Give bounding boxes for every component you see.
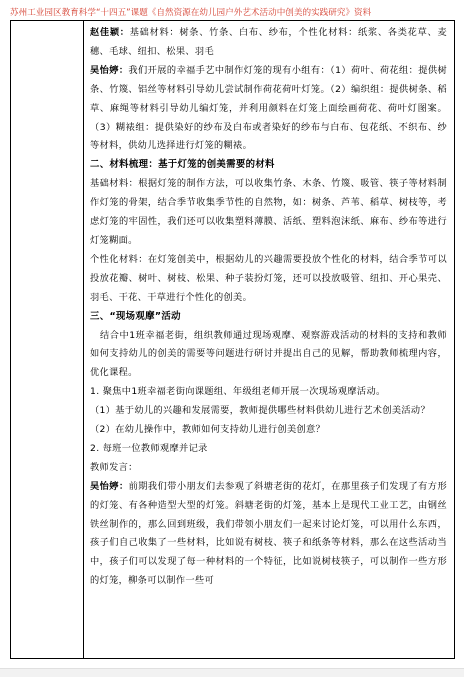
paragraph-basic-materials: 基础材料：根据灯笼的制作方法，可以收集竹条、木条、竹篾、吸管、筷子等材料制作灯笼的骨架，结合季节收集季节性的自然物，如：树条、芦苇、稻草、树枝等，考虑灯笼的牢固性，我们还可以收集塑料薄膜、活纸、塑料泡沫纸、麻布、纱布等进行灯笼糊面。	[90, 178, 447, 246]
list-subitem-1: （1）基于幼儿的兴趣和发展需要，教师提供哪些材料供幼儿进行艺术创美活动？	[90, 405, 431, 417]
list-item-2: 2. 每班一位教师观摩并记录	[90, 442, 208, 454]
table-left-column	[11, 21, 84, 658]
teacher-speech-label: 教师发言：	[90, 461, 138, 473]
paragraph-personalized-materials: 个性化材料：在灯笼创美中，根据幼儿的兴趣需要投放个性化的材料，结合季节可以投放花瓣、树叶、树枝、松果、种子装扮灯笼，还可以投放吸管、纽扣、开心果壳、羽毛、干花、干草进行个性化的创美。	[90, 253, 447, 303]
list-item-1: 1. 聚焦中1班幸福老街向课题组、年级组老师开展一次现场观摩活动。	[90, 386, 386, 398]
paragraph-observation-intro: 结合中1班幸福老街，组织教师通过现场观摩、观察游戏活动的材料的支持和教师如何支持幼儿的创美的需要等问题进行研讨并提出自己的见解，帮助教师梳理内容，优化课程。	[90, 329, 447, 379]
header-title: 苏州工业园区教育科学“十四五”课题《自然资源在幼儿园户外艺术活动中创美的实践研究》资料	[10, 8, 372, 18]
paragraph-wu-speech: 吴怡婷：前期我们带小朋友们去参观了斜塘老街的花灯，在那里孩子们发现了有方形的灯笼、有各种造型大型的灯笼。斜塘老街的灯笼，基本上是现代工业工艺，由钢丝铁丝制作的，那么回到班级，我们带领小朋友们一起来讨论灯笼，可以用什么东西，孩子们自己收集了一些材料，比如说有树枝、筷子和纸条等材料，那么在这些活动当中，孩子们可以发现了每一种材料的一个特征，比如说树枝筷子，可以制作一些方形的灯笼，柳条可以制作一些可	[90, 480, 447, 587]
list-subitem-2: （2）在幼儿操作中，教师如何支持幼儿进行创美创意？	[90, 424, 326, 436]
paragraph-zhao-materials: 赵佳颖：基础材料：树条、竹条、白布、纱布，个性化材料：纸浆、各类花草、麦穗、毛球、纽扣、松果、羽毛	[90, 27, 447, 57]
table-right-column	[83, 21, 454, 658]
section-heading-observation: 三、“现场观摩”活动	[90, 310, 181, 322]
paragraph-wu-groups: 吴怡婷：我们开展的幸福手艺中制作灯笼的现有小组有：（1）荷叶、荷花组：提供树条、竹篾、铝丝等材料引导幼儿尝试制作荷花荷叶灯笼。（2）编织组：提供树条、稻草、麻绳等材料引导幼儿编灯笼，并利用颜料在灯笼上面绘画荷花、荷叶灯图案。（3）糊裱组：提供染好的纱布及白布或者染好的纱布与白布、包花纸、不织布、纱等材料，供幼儿选择进行灯笼的糊裱。	[90, 64, 447, 152]
document-header	[10, 5, 454, 21]
content-table	[10, 20, 455, 659]
section-heading-materials: 二、材料梳理：基于灯笼的创美需要的材料	[90, 159, 275, 171]
